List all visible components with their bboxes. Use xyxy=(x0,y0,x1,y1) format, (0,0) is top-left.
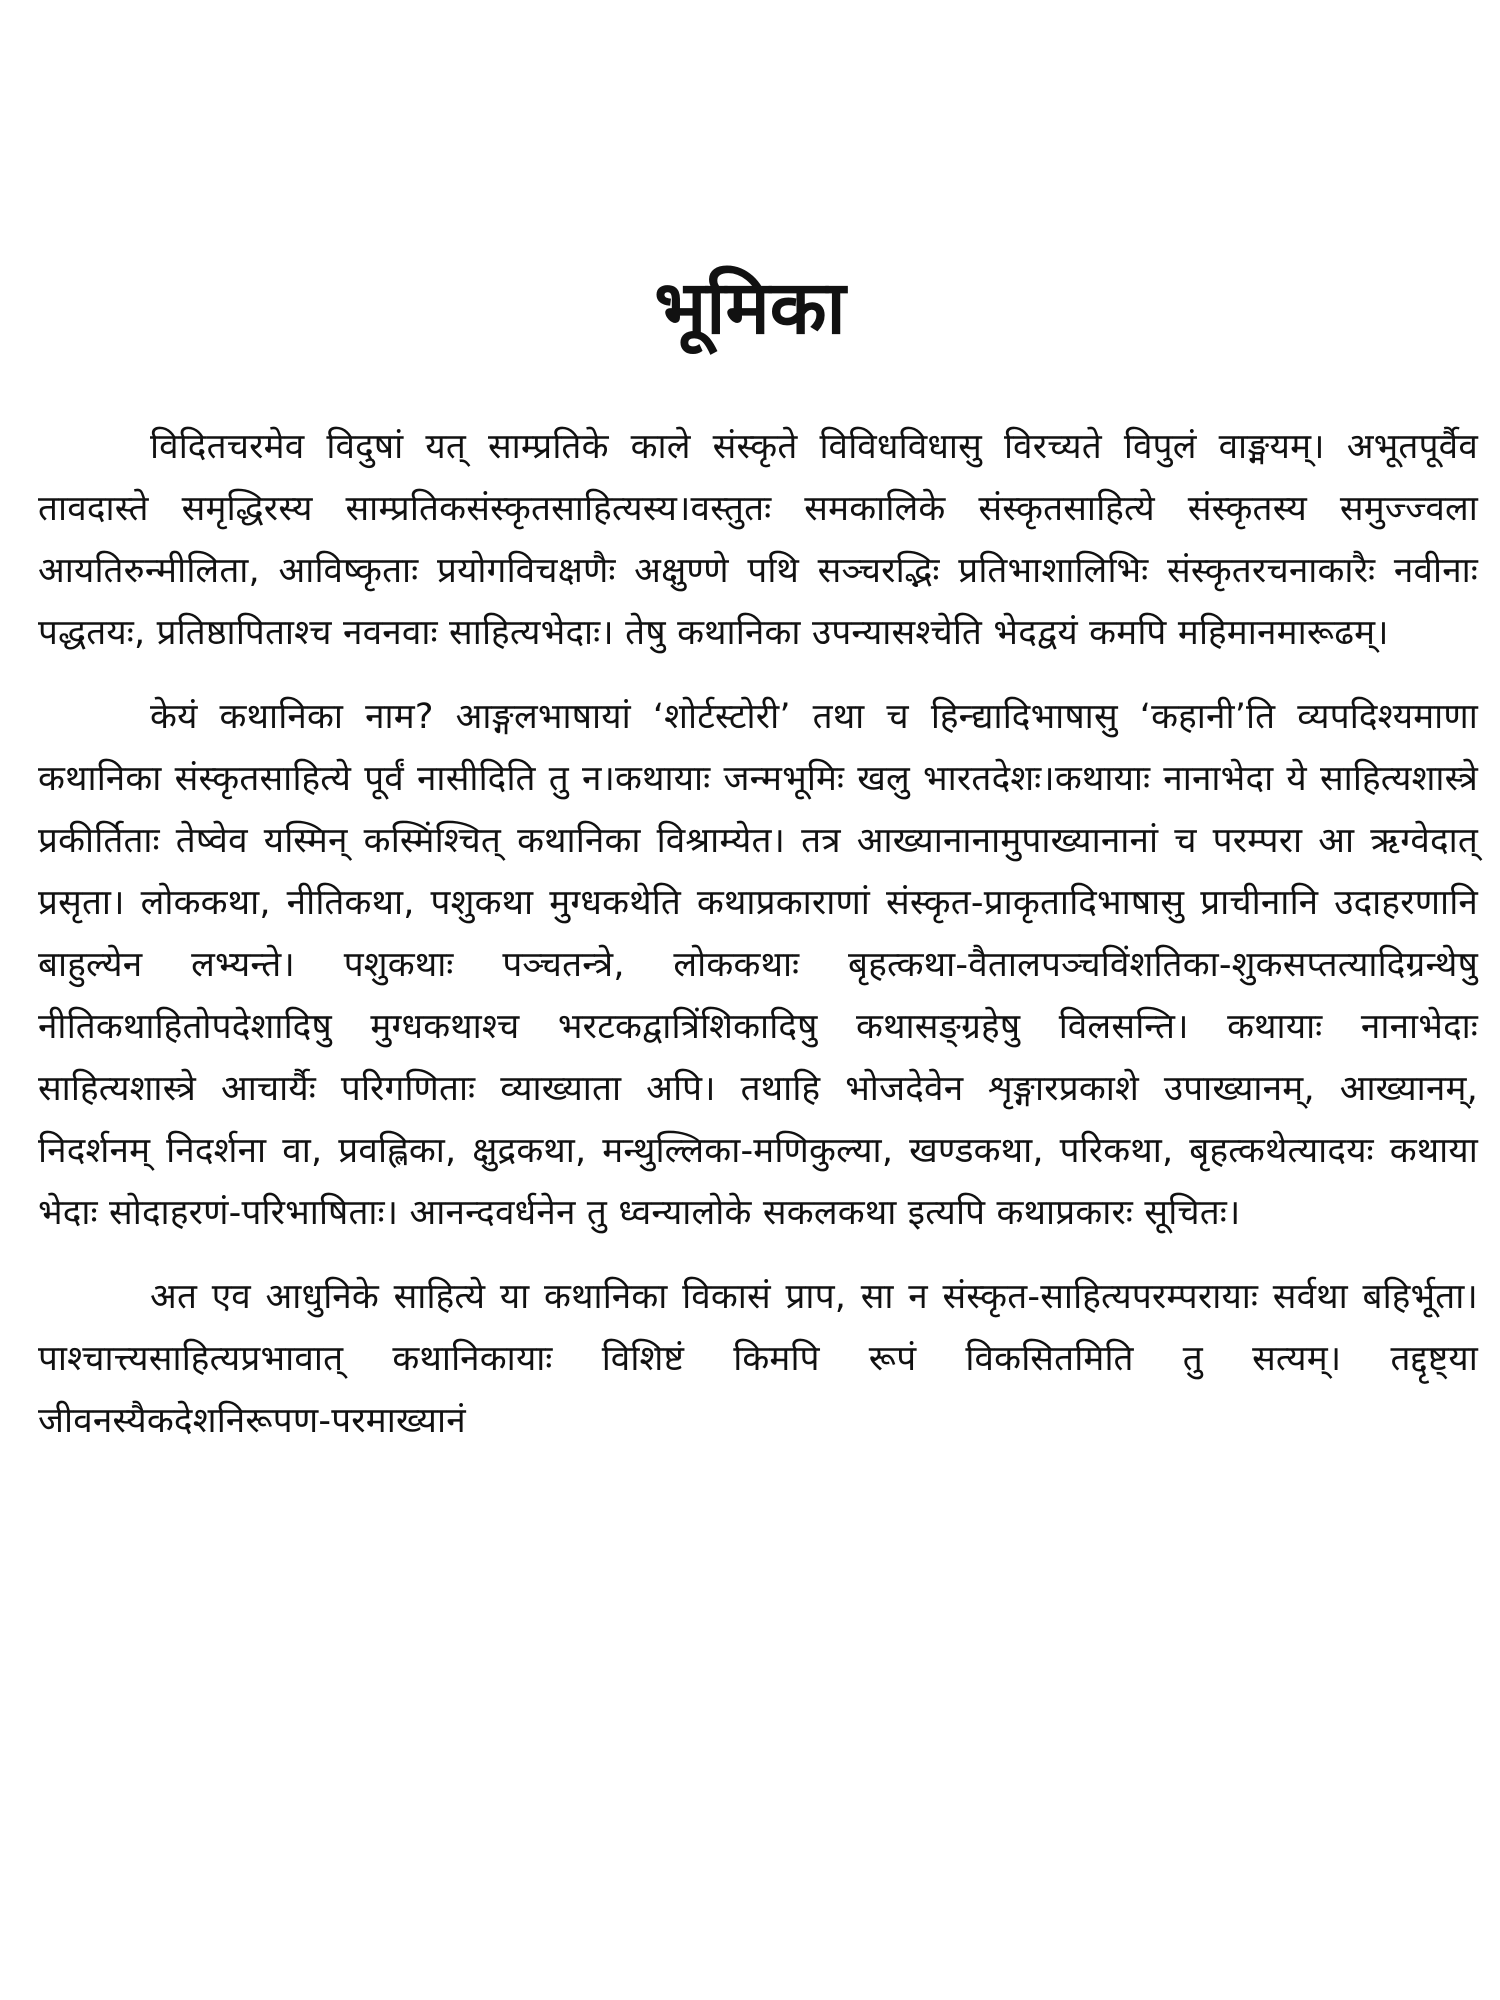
body-text xyxy=(38,416,1478,1474)
page-title: भूमिका xyxy=(654,265,846,351)
paragraph-2: केयं कथानिका नाम? आङ्गलभाषायां ‘शोर्टस्टोरी’ तथा च हिन्द्यादिभाषासु ‘कहानी’ति व्यपदिश्यमाणा कथानिका संस्कृतसाहित्ये पूर्वं नासीदिति तु न।कथायाः जन्मभूमिः खलु भारतदेशः।कथायाः नानाभेदा ये साहित्यशास्त्रे प्रकीर्तिताः तेष्वेव यस्मिन् कस्मिंश्चित् कथानिका विश्राम्येत। तत्र आख्यानानामुपाख्यानानां च परम्परा आ ऋग्वेदात् प्रसृता। लोककथा, नीतिकथा, पशुकथा मुग्धकथेति कथाप्रकाराणां संस्कृत-प्राकृतादिभाषासु प्राचीनानि उदाहरणानि बाहुल्येन लभ्यन्ते। पशुकथाः पञ्चतन्त्रे, लोककथाः बृहत्कथा-वैतालपञ्चविंशतिका-शुकसप्तत्यादिग्रन्थेषु नीतिकथाहितोपदेशादिषु मुग्धकथाश्च भरटकद्वात्रिंशिकादिषु कथासङ्ग्रहेषु विलसन्ति। कथायाः नानाभेदाः साहित्यशास्त्रे आचार्यैः परिगणिताः व्याख्याता अपि। तथाहि भोजदेवेन शृङ्गारप्रकाशे उपाख्यानम्, आख्यानम्, निदर्शनम् निदर्शना वा, प्रवह्लिका, क्षुद्रकथा, मन्थुल्लिका-मणिकुल्या, खण्डकथा, परिकथा, बृहत्कथेत्यादयः कथाया भेदाः सोदाहरणं-परिभाषिताः। आनन्दवर्धनेन तु ध्वन्यालोके सकलकथा इत्यपि कथाप्रकारः सूचितः। xyxy=(38,697,1478,1233)
paragraph-1: विदितचरमेव विदुषां यत् साम्प्रतिके काले संस्कृते विविधविधासु विरच्यते विपुलं वाङ्मयम्। अभूतपूर्वैव तावदास्ते समृद्धिरस्य साम्प्रतिकसंस्कृतसाहित्यस्य।वस्तुतः समकालिके संस्कृतसाहित्ये संस्कृतस्य समुज्ज्वला आयतिरुन्मीलिता, आविष्कृताः प्रयोगविचक्षणैः अक्षुण्णे पथि सञ्चरद्भिः प्रतिभाशालिभिः संस्कृतरचनाकारैः नवीनाः पद्धतयः, प्रतिष्ठापिताश्च नवनवाः साहित्यभेदाः। तेषु कथानिका उपन्यासश्चेति भेदद्वयं कमपि महिमानमारूढम्। xyxy=(38,427,1478,653)
paragraph-3: अत एव आधुनिके साहित्ये या कथानिका विकासं प्राप, सा न संस्कृत-साहित्यपरम्परायाः सर्वथा बहिर्भूता। पाश्चात्त्यसाहित्यप्रभावात् कथानिकायाः विशिष्टं किमपि रूपं विकसितमिति तु सत्यम्। तद्दृष्ट्या जीवनस्यैकदेशनिरूपण-परमाख्यानं xyxy=(38,1277,1478,1441)
